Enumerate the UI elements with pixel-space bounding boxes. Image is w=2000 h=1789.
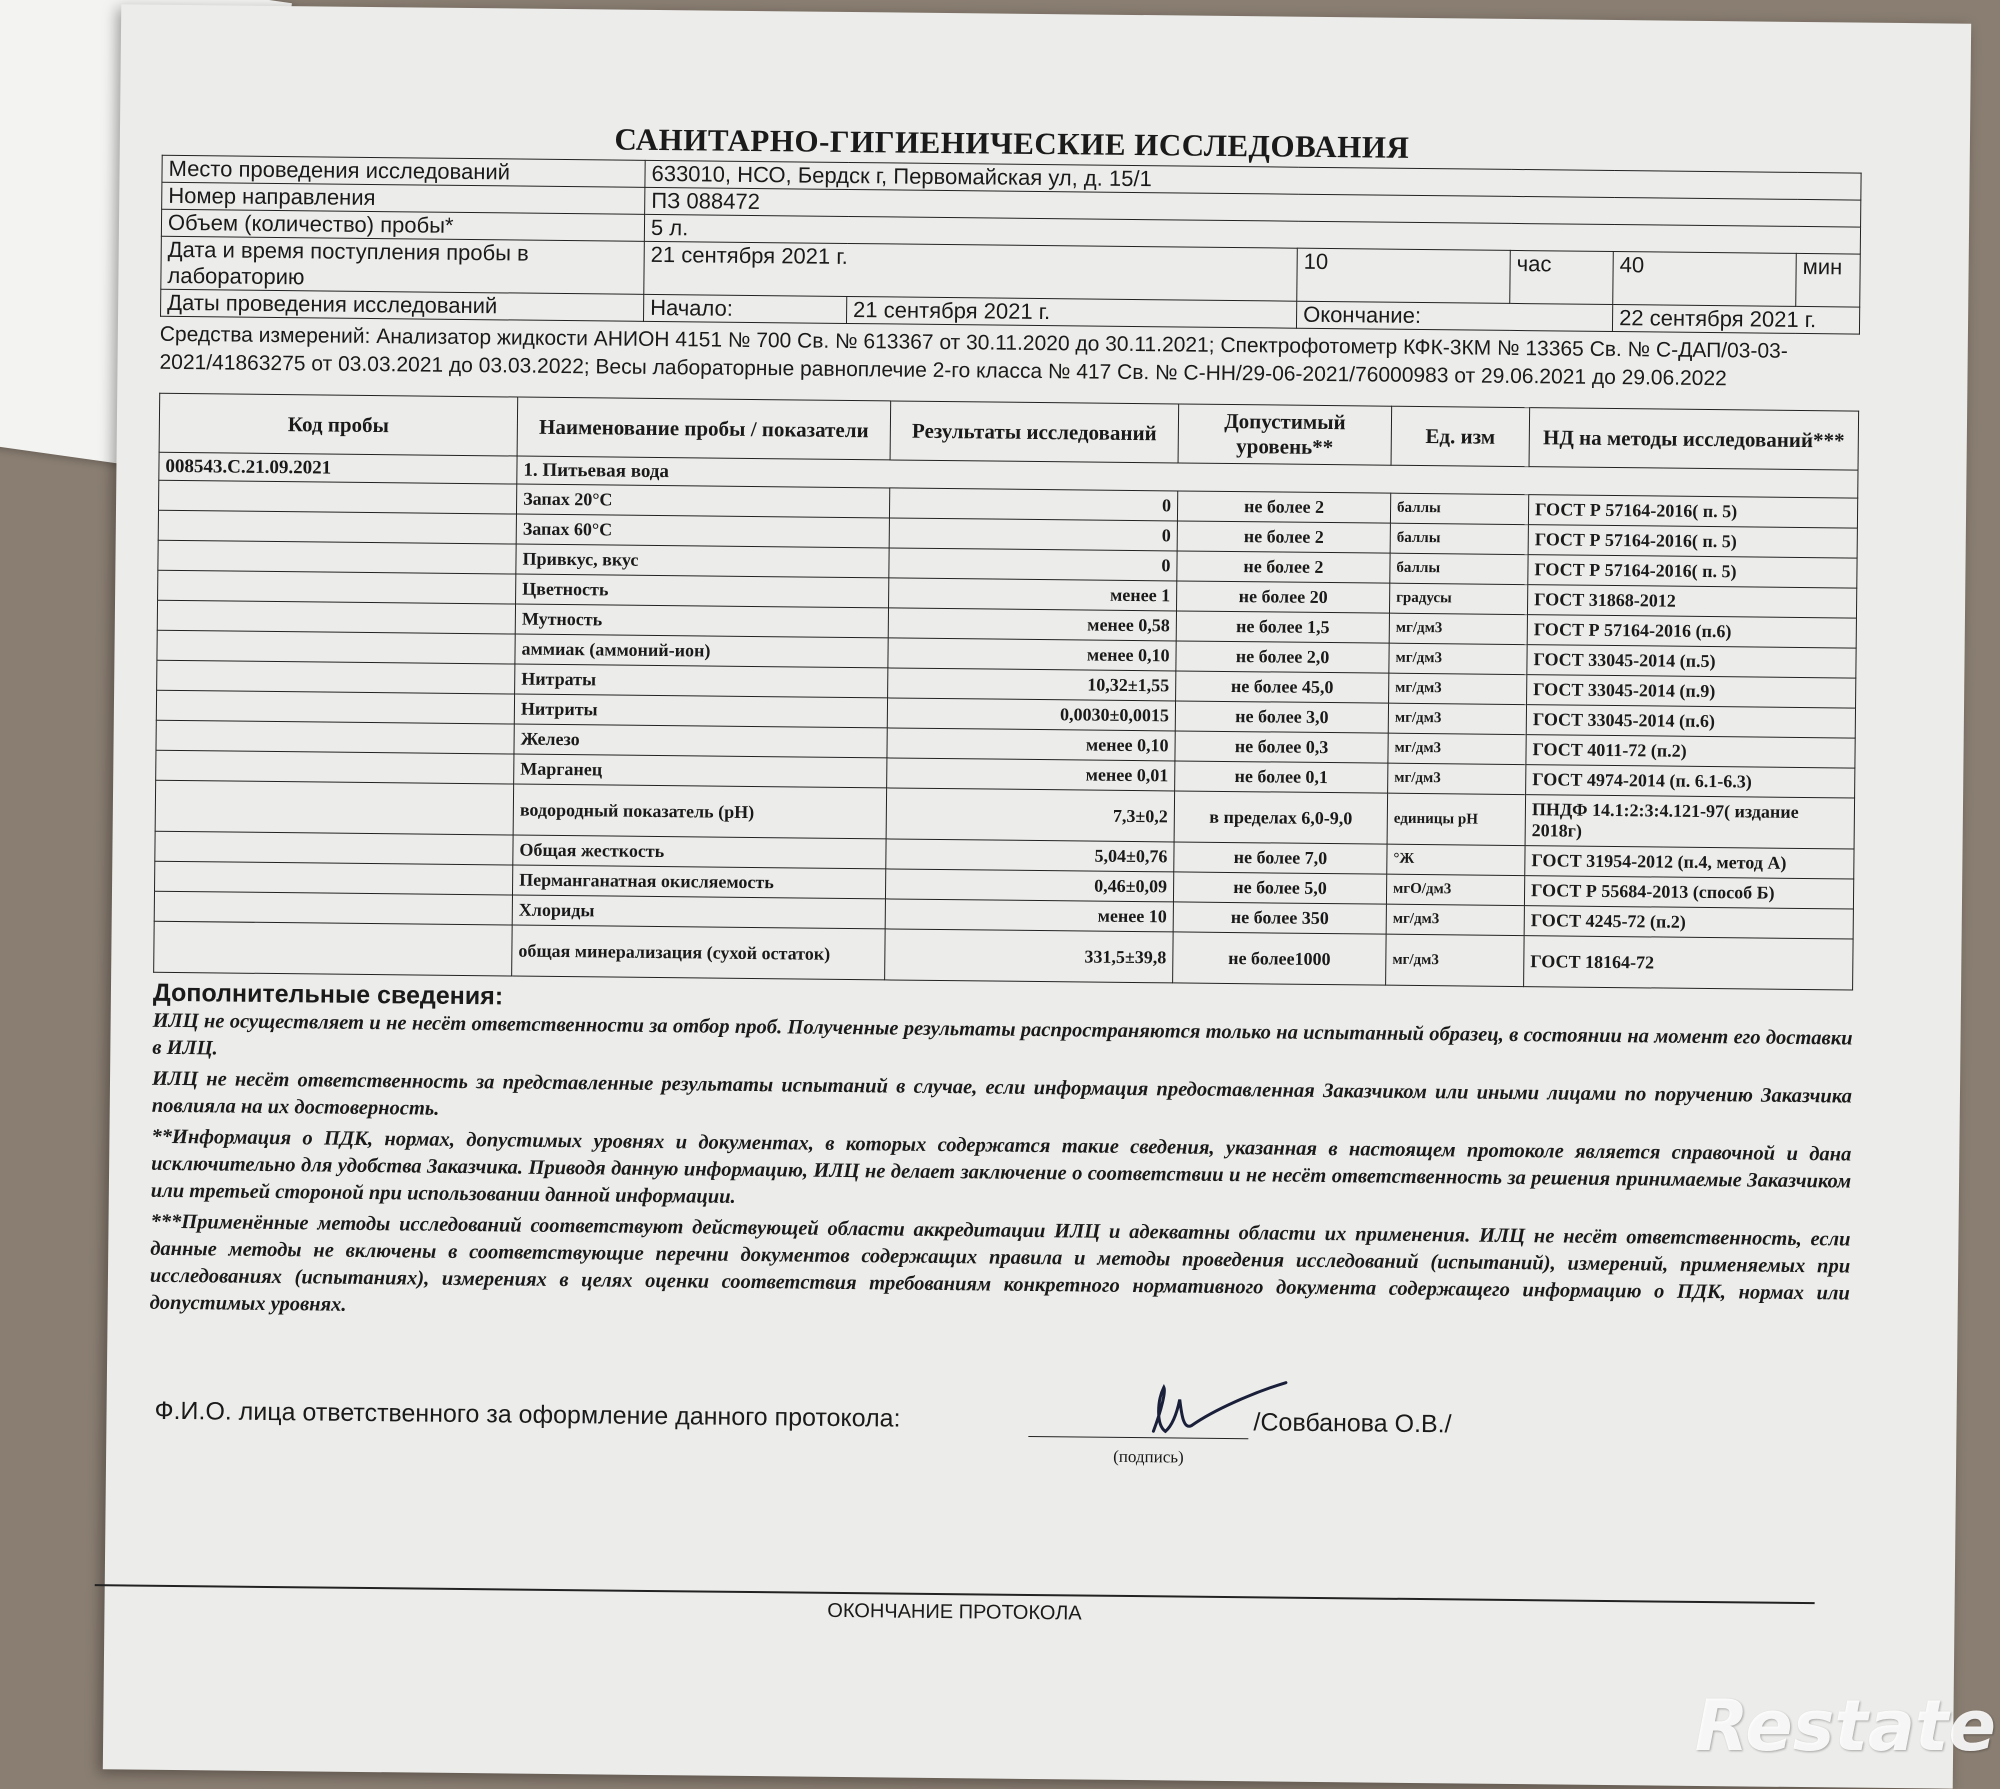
test-method: ГОСТ Р 57164-2016 (п.6) bbox=[1527, 615, 1856, 648]
responsible-person-name: /Совбанова О.В./ bbox=[1253, 1408, 1452, 1439]
indicator-name: Мутность bbox=[515, 604, 888, 638]
results-body bbox=[154, 452, 1858, 990]
unit-of-measure: баллы bbox=[1390, 493, 1528, 524]
unit-of-measure: мг/дм3 bbox=[1386, 904, 1524, 935]
end-label: Окончание: bbox=[1297, 301, 1613, 331]
result-value: менее 0,10 bbox=[888, 638, 1176, 671]
header-code: Код пробы bbox=[159, 393, 518, 456]
indicator-name: общая минерализация (сухой остаток) bbox=[512, 925, 886, 980]
allowed-level: не более 20 bbox=[1176, 581, 1389, 613]
allowed-level: не более 5,0 bbox=[1173, 872, 1386, 904]
indicator-name: Нитраты bbox=[515, 664, 888, 698]
protocol-content bbox=[148, 117, 1862, 1477]
unit-of-measure: баллы bbox=[1390, 553, 1528, 584]
test-method: ГОСТ 33045-2014 (п.5) bbox=[1527, 645, 1856, 678]
code-cell bbox=[154, 921, 513, 976]
indicator-name: Цветность bbox=[516, 574, 889, 608]
hour-label: час bbox=[1510, 250, 1614, 304]
header-method: НД на методы исследований*** bbox=[1529, 408, 1859, 470]
code-cell bbox=[158, 540, 516, 574]
start-date: 21 сентября 2021 г. bbox=[846, 296, 1296, 328]
start-label: Начало: bbox=[644, 294, 847, 323]
protocol-sheet bbox=[103, 4, 1971, 1788]
direction-value: ПЗ 088472 bbox=[645, 187, 1861, 227]
indicator-name: Хлориды bbox=[512, 895, 885, 929]
indicator-name: Марганец bbox=[514, 754, 887, 788]
unit-of-measure: мг/дм3 bbox=[1389, 643, 1527, 674]
code-cell bbox=[157, 600, 515, 634]
allowed-level: не более 2 bbox=[1177, 551, 1390, 583]
unit-of-measure: баллы bbox=[1390, 523, 1528, 554]
unit-of-measure: мг/дм3 bbox=[1386, 934, 1525, 986]
test-method: ГОСТ Р 57164-2016( п. 5) bbox=[1528, 525, 1857, 558]
header-unit: Ед. изм bbox=[1391, 406, 1530, 466]
unit-of-measure: мгО/дм3 bbox=[1386, 874, 1524, 905]
signature-block bbox=[148, 1379, 1849, 1477]
test-method: ГОСТ 4974-2014 (п. 6.1-6.3) bbox=[1526, 765, 1855, 798]
result-value: 5,04±0,76 bbox=[886, 839, 1174, 872]
additional-info-paragraph: ИЛЦ не осуществляет и не несёт ответственности за отбор проб. Полученные результаты распространяются только на испытанный образец, в состоянии на момент его доставки в ИЛЦ. bbox=[152, 1009, 1853, 1060]
unit-of-measure: мг/дм3 bbox=[1389, 673, 1527, 704]
result-value: менее 0,10 bbox=[887, 728, 1175, 761]
header-result: Результаты исследований bbox=[890, 401, 1179, 463]
additional-info-paragraph: ***Применённые методы исследований соответствуют действующей области аккредитации ИЛЦ и адекватны области их применения. ИЛЦ не несёт ответственность, если данные методы не включены в соответствующие перечни документов содержащих правила и методы проведения исследований (испытаний), измерений, применяемых при исследованиях (испытаниях), измерениях в целях оценки соответствия требованиям конкретного нормативного документа содержащего информацию о ПДК, нормах или допустимых уровнях. bbox=[149, 1210, 1851, 1316]
unit-of-measure: мг/дм3 bbox=[1388, 733, 1526, 764]
allowed-level: в пределах 6,0-9,0 bbox=[1174, 791, 1388, 844]
watermark-logo: Restate bbox=[1694, 1685, 1996, 1767]
code-cell bbox=[158, 570, 516, 604]
result-value: 0 bbox=[889, 548, 1177, 581]
unit-of-measure: единицы рН bbox=[1387, 793, 1526, 845]
result-value: менее 0,01 bbox=[887, 758, 1175, 791]
allowed-level: не более 2 bbox=[1177, 491, 1390, 523]
signature-label: Ф.И.О. лица ответственного за оформление данного протокола: bbox=[154, 1396, 901, 1433]
test-method: ПНДФ 14.1:2:3:4.121-97( издание 2018г) bbox=[1525, 795, 1855, 849]
test-method: ГОСТ 33045-2014 (п.6) bbox=[1526, 705, 1855, 738]
allowed-level: не более 3,0 bbox=[1175, 701, 1388, 733]
allowed-level: не более 0,3 bbox=[1175, 731, 1388, 763]
received-minute: 40 bbox=[1613, 251, 1797, 306]
code-cell bbox=[154, 891, 512, 925]
allowed-level: не более1000 bbox=[1173, 932, 1387, 985]
result-value: менее 1 bbox=[889, 578, 1177, 611]
received-hour: 10 bbox=[1297, 248, 1511, 303]
received-date: 21 сентября 2021 г. bbox=[644, 241, 1298, 301]
allowed-level: не более 2,0 bbox=[1176, 641, 1389, 673]
code-cell bbox=[158, 480, 516, 514]
place-label: Место проведения исследований bbox=[162, 155, 645, 187]
additional-info-heading: Дополнительные сведения: bbox=[152, 978, 504, 1011]
result-value: менее 10 bbox=[885, 899, 1173, 932]
signature-caption: (подпись) bbox=[1113, 1446, 1184, 1467]
allowed-level: не более 45,0 bbox=[1176, 671, 1389, 703]
unit-of-measure: мг/дм3 bbox=[1388, 763, 1526, 794]
allowed-level: не более 350 bbox=[1173, 902, 1386, 934]
unit-of-measure: мг/дм3 bbox=[1388, 703, 1526, 734]
indicator-name: Привкус, вкус bbox=[516, 544, 889, 578]
allowed-level: не более 1,5 bbox=[1176, 611, 1389, 643]
code-cell bbox=[157, 660, 515, 694]
info-table bbox=[160, 155, 1862, 335]
result-value: 0,46±0,09 bbox=[885, 869, 1173, 902]
code-cell bbox=[156, 750, 514, 784]
test-method: ГОСТ 18164-72 bbox=[1524, 936, 1854, 990]
measurement-instruments: Средства измерений: Анализатор жидкости АНИОН 4151 № 700 Св. № 613367 от 30.11.2020 до 30.11.2021; Спектрофотометр КФК-3КМ № 13365 Св. № С-ДАП/03-03-2021/41863275 от 03.03.2021 до 03.03.2022; Весы лабораторные равноплечие 2-го класса № 417 Св. № С-НН/29-06-2021/76000983 от 29.06.2021 до 29.06.2022 bbox=[159, 322, 1788, 391]
test-method: ГОСТ Р 55684-2013 (способ Б) bbox=[1524, 876, 1853, 909]
end-of-protocol-text: ОКОНЧАНИЕ ПРОТОКОЛА bbox=[827, 1599, 1082, 1625]
code-cell bbox=[157, 630, 515, 664]
code-cell bbox=[155, 780, 514, 835]
indicator-name: Запах 60°С bbox=[516, 514, 889, 548]
allowed-level: не более 0,1 bbox=[1175, 761, 1388, 793]
test-method: ГОСТ 4011-72 (п.2) bbox=[1526, 735, 1855, 768]
indicator-name: Перманганатная окисляемость bbox=[512, 865, 885, 899]
additional-info-paragraph: ИЛЦ не несёт ответственность за представленные результаты испытаний в случае, если информация предоставленная Заказчиком или иными лицами по поручению Заказчика повлияла на их достоверность. bbox=[151, 1067, 1853, 1120]
volume-value: 5 л. bbox=[644, 214, 1860, 254]
code-cell bbox=[156, 690, 514, 724]
unit-of-measure: мг/дм3 bbox=[1389, 613, 1527, 644]
document-title: САНИТАРНО-ГИГИЕНИЧЕСКИЕ ИССЛЕДОВАНИЯ bbox=[614, 121, 1410, 165]
code-cell bbox=[155, 861, 513, 895]
end-date: 22 сентября 2021 г. bbox=[1612, 304, 1859, 334]
minute-label: мин bbox=[1796, 253, 1861, 307]
unit-of-measure: °Ж bbox=[1387, 844, 1525, 875]
header-level: Допустимый уровень** bbox=[1178, 404, 1392, 465]
volume-label: Объем (количество) пробы* bbox=[161, 209, 644, 241]
test-method: ГОСТ 31954-2012 (п.4, метод А) bbox=[1525, 846, 1854, 879]
test-method: ГОСТ Р 57164-2016( п. 5) bbox=[1528, 495, 1857, 528]
result-value: 331,5±39,8 bbox=[885, 929, 1174, 983]
sample-group-name: 1. Питьевая вода bbox=[517, 456, 1858, 498]
place-value: 633010, НСО, Бердск г, Первомайская ул, д. 15/1 bbox=[645, 160, 1861, 200]
sample-code: 008543.С.21.09.2021 bbox=[159, 452, 517, 484]
test-method: ГОСТ 31868-2012 bbox=[1527, 585, 1856, 618]
result-value: 7,3±0,2 bbox=[886, 788, 1175, 842]
result-value: 10,32±1,55 bbox=[888, 668, 1176, 701]
result-value: менее 0,58 bbox=[888, 608, 1176, 641]
results-table bbox=[153, 393, 1859, 991]
indicator-name: Нитриты bbox=[514, 694, 887, 728]
indicator-name: Железо bbox=[514, 724, 887, 758]
result-value: 0,0030±0,0015 bbox=[887, 698, 1175, 731]
code-cell bbox=[155, 831, 513, 865]
test-method: ГОСТ 33045-2014 (п.9) bbox=[1527, 675, 1856, 708]
header-name: Наименование пробы / показатели bbox=[517, 397, 891, 460]
code-cell bbox=[156, 720, 514, 754]
test-method: ГОСТ 4245-72 (п.2) bbox=[1524, 906, 1853, 939]
indicator-name: Запах 20°С bbox=[516, 484, 889, 518]
result-value: 0 bbox=[889, 488, 1177, 521]
result-value: 0 bbox=[889, 518, 1177, 551]
additional-info-paragraph: **Информация о ПДК, нормах, допустимых уровнях и документах, в которых содержатся такие сведения, указанная в настоящем протоколе является справочной и дана исключительно для удобства Заказчика. Приводя данную информацию, ИЛЦ не делает заключение о соответствии и не несёт ответственность за решения принимаемые Заказчиком или третьей стороной при использовании данной информации. bbox=[150, 1125, 1852, 1208]
code-cell bbox=[158, 510, 516, 544]
dates-label: Даты проведения исследований bbox=[161, 289, 644, 321]
indicator-name: Общая жесткость bbox=[513, 835, 886, 869]
indicator-name: водородный показатель (рН) bbox=[513, 784, 887, 839]
additional-info bbox=[150, 979, 1853, 1335]
test-method: ГОСТ Р 57164-2016( п. 5) bbox=[1528, 555, 1857, 588]
allowed-level: не более 7,0 bbox=[1174, 842, 1387, 874]
unit-of-measure: градусы bbox=[1389, 583, 1527, 614]
indicator-name: аммиак (аммоний-ион) bbox=[515, 634, 888, 668]
allowed-level: не более 2 bbox=[1177, 521, 1390, 553]
direction-label: Номер направления bbox=[162, 182, 645, 214]
received-label: Дата и время поступления пробы в лабораторию bbox=[161, 236, 645, 294]
